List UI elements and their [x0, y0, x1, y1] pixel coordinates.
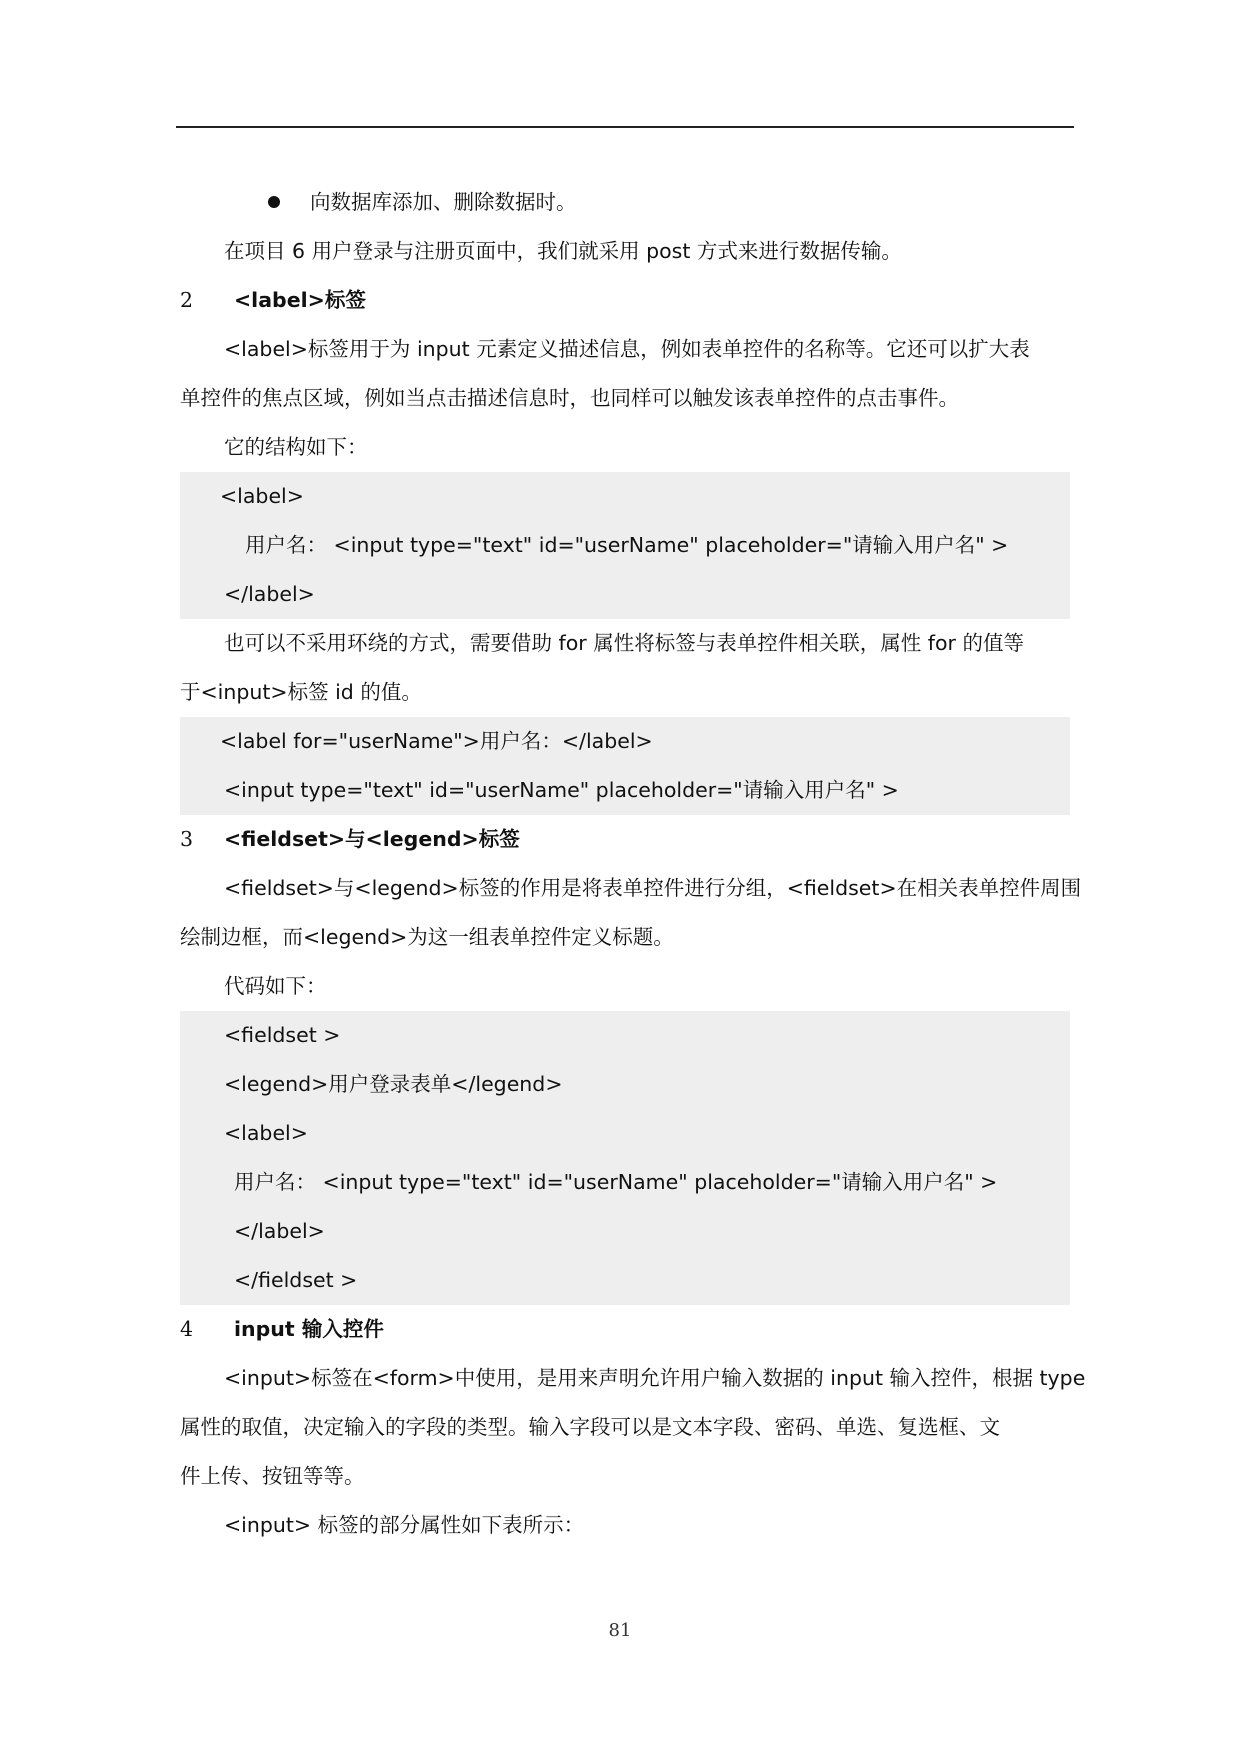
section-heading-2 [180, 276, 366, 325]
code-line: </label> [234, 1219, 325, 1243]
paragraph-fieldset-desc-2: 绘制边框，而<legend>为这一组表单控件定义标题。 [180, 925, 674, 949]
code-line: <legend>用户登录表单</legend> [224, 1072, 563, 1096]
section-number: 3 [180, 827, 194, 851]
structure-intro: 它的结构如下： [224, 435, 368, 459]
code-line: </label> [224, 582, 315, 606]
code-line: 用户名： <input type="text" id="userName" placeholder="请输入用户名" > [234, 1170, 998, 1194]
code-block-fieldset [180, 1011, 1070, 1305]
code-line: </fieldset > [234, 1268, 358, 1292]
bullet-item: 向数据库添加、删除数据时。 [310, 190, 577, 214]
bullet-dot-icon [268, 196, 280, 208]
section-number: 2 [180, 288, 194, 312]
paragraph-for-desc-2: 于<input>标签 id 的值。 [180, 680, 422, 704]
section-heading-3 [180, 815, 520, 864]
section-title: <fieldset>与<legend>标签 [224, 827, 520, 851]
section-title: input 输入控件 [234, 1317, 384, 1341]
code-line: <label> [224, 1121, 308, 1145]
paragraph-post: 在项目 6 用户登录与注册页面中，我们就采用 post 方式来进行数据传输。 [224, 239, 902, 263]
paragraph-input-desc-3: 件上传、按钮等等。 [180, 1464, 365, 1488]
paragraph-label-desc-2: 单控件的焦点区域，例如当点击描述信息时，也同样可以触发该表单控件的点击事件。 [180, 386, 959, 410]
code-line: <input type="text" id="userName" placeholder="请输入用户名" > [224, 778, 899, 802]
paragraph-input-desc-1: <input>标签在<form>中使用，是用来声明允许用户输入数据的 input 输入控件，根据 type [224, 1366, 1086, 1390]
code-line: 用户名： <input type="text" id="userName" placeholder="请输入用户名" > [245, 533, 1009, 557]
section-title: <label>标签 [234, 288, 366, 312]
code-block-label-for [180, 717, 1070, 815]
paragraph-fieldset-desc-1: <fieldset>与<legend>标签的作用是将表单控件进行分组，<fieldset>在相关表单控件周围 [224, 876, 1082, 900]
paragraph-for-desc-1: 也可以不采用环绕的方式，需要借助 for 属性将标签与表单控件相关联，属性 for 的值等 [224, 631, 1024, 655]
code-block-label [180, 472, 1070, 619]
section-heading-4 [180, 1305, 384, 1354]
paragraph-input-desc-2: 属性的取值，决定输入的字段的类型。输入字段可以是文本字段、密码、单选、复选框、文 [180, 1415, 1000, 1439]
table-intro: <input> 标签的部分属性如下表所示： [224, 1513, 585, 1537]
section-number: 4 [180, 1317, 194, 1341]
code-line: <label for="userName">用户名：</label> [220, 729, 653, 753]
paragraph-label-desc-1: <label>标签用于为 input 元素定义描述信息，例如表单控件的名称等。它还可以扩大表 [224, 337, 1030, 361]
code-line: <fieldset > [224, 1023, 341, 1047]
code-line: <label> [220, 484, 304, 508]
code-intro: 代码如下： [224, 974, 327, 998]
header-rule [176, 126, 1074, 128]
page-number: 81 [608, 1620, 632, 1641]
